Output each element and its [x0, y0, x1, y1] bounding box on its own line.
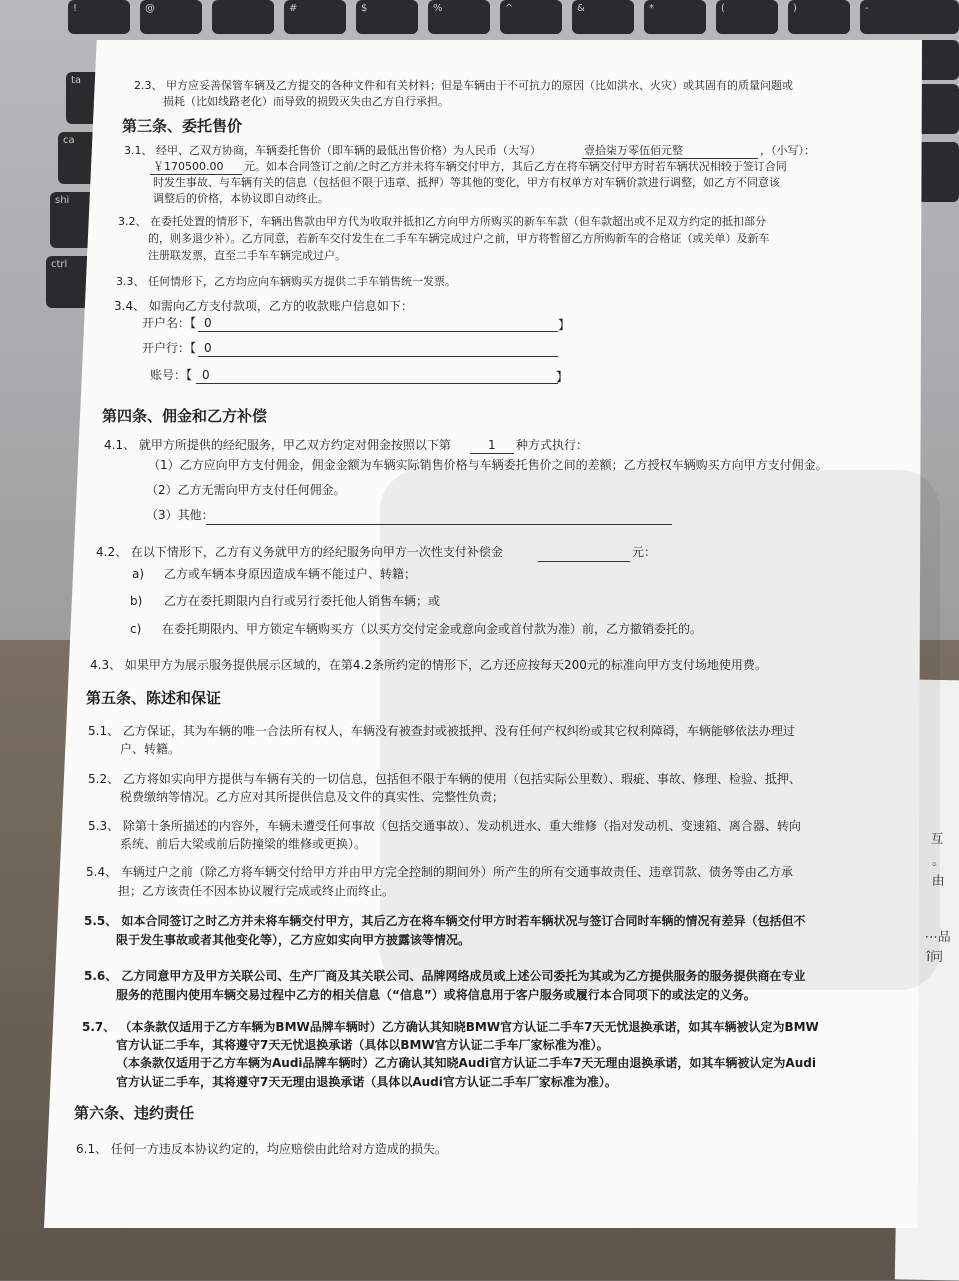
key-caps: ca: [58, 132, 104, 184]
under-text-5: î问: [926, 949, 944, 966]
account-number-close: 】: [556, 370, 569, 384]
commission-option-number: 1: [488, 438, 496, 452]
clause-4-2-b: 元：: [632, 545, 657, 559]
account-number-value: 0: [202, 368, 210, 382]
clause-4-2-b-label: b): [130, 594, 143, 608]
clause-5-7-line-2: 官方认证二手车，其将遵守7天无忧退换承诺（具体以BMW官方认证二手车厂家标准为准）。: [116, 1038, 609, 1052]
under-text-2: 。: [931, 853, 946, 870]
bank-label: 开户行：【: [142, 341, 197, 355]
commission-option-underline: [470, 453, 514, 454]
account-number-underline: [196, 383, 558, 384]
bank-value: 0: [204, 341, 212, 355]
clause-4-2-a-label: a): [132, 567, 145, 581]
clause-3-1-e: 调整后的价格，本协议即自动终止。: [153, 192, 329, 205]
clause-5-6-line-1: 5.6、 乙方同意甲方及甲方关联公司、生产厂商及其关联公司、品牌网络成员或上述公司委托为其或为乙方提供服务的服务提供商在专业: [84, 969, 806, 983]
commission-option-1: （1）乙方应向甲方支付佣金，佣金金额为车辆实际销售价格与车辆委托售价之间的差额；乙方授权车辆购买方向甲方支付佣金。: [148, 458, 828, 472]
clause-5-6-line-2: 服务的范围内使用车辆交易过程中乙方的相关信息（“信息”）或将信息用于客户服务或履行本合同项下的或法定的义务。: [116, 988, 756, 1002]
clause-3-1-b: ，（小写）：: [760, 144, 815, 157]
clause-4-2-c-label: c): [130, 622, 142, 636]
clause-4-2-c-text: 在委托期限内、甲方锁定车辆购买方（以买方交付定金或意向金或首付款为准）前，乙方撤销委托的。: [162, 622, 703, 636]
clause-3-1-price-number: ￥170500.00: [153, 160, 224, 173]
section-6-heading: 第六条、违约责任: [74, 1104, 195, 1122]
clause-6-1: 6.1、 任何一方违反本协议约定的，均应赔偿由此给对方造成的损失。: [76, 1142, 447, 1156]
key-lparen: (: [716, 0, 778, 34]
commission-other-underline: [206, 524, 672, 525]
account-name-close: 】: [558, 318, 571, 332]
key-shift: shi: [50, 192, 104, 248]
clause-4-1-b: 种方式执行：: [516, 438, 589, 452]
key-ctrl: ctrl: [46, 256, 102, 308]
account-name-value: 0: [204, 316, 212, 330]
clause-3-3: 3.3、 任何情形下，乙方均应向车辆购买方提供二手车销售统一发票。: [116, 275, 456, 288]
clause-5-7-line-4: 官方认证二手车，其将遵守7天无理由退换承诺（具体以Audi官方认证二手车厂家标准为准）。: [116, 1075, 617, 1089]
clause-3-4-intro: 3.4、 如需向乙方支付款项，乙方的收款账户信息如下：: [114, 299, 413, 313]
clause-5-7-line-1: 5.7、 （本条款仅适用于乙方车辆为BMW品牌车辆时）乙方确认其知晓BMW官方认证二手车7天无忧退换承诺，如其车辆被认定为BMW: [82, 1020, 819, 1034]
clause-3-2-line-2: 的，则多退少补）。乙方同意，若新车交付发生在二手车车辆完成过户之前，甲方将暂留乙方所购新车的合格证（或关单）及新车: [148, 232, 770, 245]
key-at: @: [140, 0, 202, 34]
clause-5-3-line-2: 系统、前后大梁或前后防撞梁的维修或更换）。: [120, 837, 367, 851]
key-exclaim: !: [68, 0, 130, 34]
account-number-label: 账号：【: [150, 368, 193, 382]
clause-2-3-line-2: 损耗（比如线路老化）而导致的损毁灭失由乙方自行承担。: [163, 95, 449, 108]
clause-5-7-line-3: （本条款仅适用于乙方车辆为Audi品牌车辆时）乙方确认其知晓Audi官方认证二手车7天无理由退换承诺，如其车辆被认定为Audi: [116, 1056, 816, 1070]
key-minus: -: [860, 0, 959, 34]
compensation-underline: [538, 561, 630, 562]
bank-underline: [198, 356, 558, 357]
commission-option-2: （2）乙方无需向甲方支付任何佣金。: [146, 483, 346, 497]
key-tab: ta: [66, 72, 106, 124]
clause-5-2-line-1: 5.2、 乙方将如实向甲方提供与车辆有关的一切信息，包括但不限于车辆的使用（包括实际公里数）、瑕疵、事故、修理、检验、抵押、: [88, 772, 801, 786]
clause-4-2-a: 4.2、 在以下情形下，乙方有义务就甲方的经纪服务向甲方一次性支付补偿金: [96, 545, 503, 559]
account-name-underline: [198, 331, 558, 332]
clause-5-4-line-2: 担；乙方该责任不因本协议履行完成或终止而终止。: [118, 884, 395, 898]
key-amp: &: [572, 0, 634, 34]
clause-2-3-line-1: 2.3、 甲方应妥善保管车辆及乙方提交的各种文件和有关材料；但是车辆由于不可抗力的原因（比如洪水、火灾）或其固有的质量问题或: [134, 79, 793, 92]
clause-5-5-line-1: 5.5、 如本合同签订之时乙方并未将车辆交付甲方，其后乙方在将车辆交付甲方时若车辆状况与签订合同时车辆的情况有差异（包括但不: [84, 914, 806, 928]
commission-option-3: （3）其他：: [146, 508, 214, 522]
clause-5-1-line-2: 户、转籍。: [120, 742, 181, 756]
clause-3-1-a: 3.1、 经甲、乙双方协商，车辆委托售价（即车辆的最低出售价格）为人民币（大写）: [124, 144, 541, 157]
key-dollar: $: [356, 0, 418, 34]
clause-5-2-line-2: 税费缴纳等情况。乙方应对其所提供信息及文件的真实性、完整性负责；: [120, 790, 505, 804]
under-text-4: ⋯品: [924, 929, 951, 946]
key-star: *: [644, 0, 706, 34]
clause-4-3: 4.3、 如果甲方为展示服务提供展示区域的，在第4.2条所约定的情形下，乙方还应按每天200元的标准向甲方支付场地使用费。: [90, 658, 767, 672]
key-hash: #: [284, 0, 346, 34]
section-5-heading: 第五条、陈述和保证: [86, 689, 222, 707]
clause-4-2-b-text: 乙方在委托期限内自行或另行委托他人销售车辆；或: [164, 594, 441, 608]
under-text-3: 由: [931, 873, 945, 890]
clause-3-1-d: 时发生事故、与车辆有关的信息（包括但不限于违章、抵押）等其他的变化，甲方有权单方对车辆价款进行调整，如乙方不同意该: [153, 176, 780, 189]
clause-3-2-line-1: 3.2、 在委托处置的情形下，车辆出售款由甲方代为收取并抵扣乙方向甲方所购买的新车车款（但车款超出或不足双方约定的抵扣部分: [118, 215, 766, 228]
clause-5-3-line-1: 5.3、 除第十条所描述的内容外，车辆未遭受任何事故（包括交通事故）、发动机进水、重大维修（指对发动机、变速箱、离合器、转向: [88, 819, 801, 833]
section-3-heading: 第三条、委托售价: [122, 117, 243, 135]
key-caret: ^: [500, 0, 562, 34]
clause-3-2-line-3: 注册联发票，直至二手车车辆完成过户。: [148, 249, 346, 262]
clause-3-1-c: 元。如本合同签订之前/之时乙方并未将车辆交付甲方，其后乙方在将车辆交付甲方时若车辆状况相较于签订合同: [244, 160, 787, 173]
clause-5-5-line-2: 限于发生事故或者其他变化等），乙方应如实向甲方披露该等情况。: [116, 933, 471, 947]
clause-5-4-line-1: 5.4、 车辆过户之前（除乙方将车辆交付给甲方并由甲方完全控制的期间外）所产生的所有交通事故责任、违章罚款、债务等由乙方承: [86, 865, 793, 879]
account-name-label: 开户名：【: [142, 316, 197, 330]
clause-5-1-line-1: 5.1、 乙方保证，其为车辆的唯一合法所有权人，车辆没有被查封或被抵押、没有任何产权纠纷或其它权利障碍，车辆能够依法办理过: [88, 724, 795, 738]
key-percent: %: [428, 0, 490, 34]
section-4-heading: 第四条、佣金和乙方补偿: [102, 407, 268, 425]
clause-4-2-a-text: 乙方或车辆本身原因造成车辆不能过户、转籍；: [164, 567, 417, 581]
clause-3-1-price-words: 壹拾柒万零伍佰元整: [584, 144, 683, 157]
clause-4-1-a: 4.1、 就甲方所提供的经纪服务，甲乙双方约定对佣金按照以下第: [104, 438, 451, 452]
under-text-1: 互: [930, 831, 944, 848]
key-rparen: ): [788, 0, 850, 34]
